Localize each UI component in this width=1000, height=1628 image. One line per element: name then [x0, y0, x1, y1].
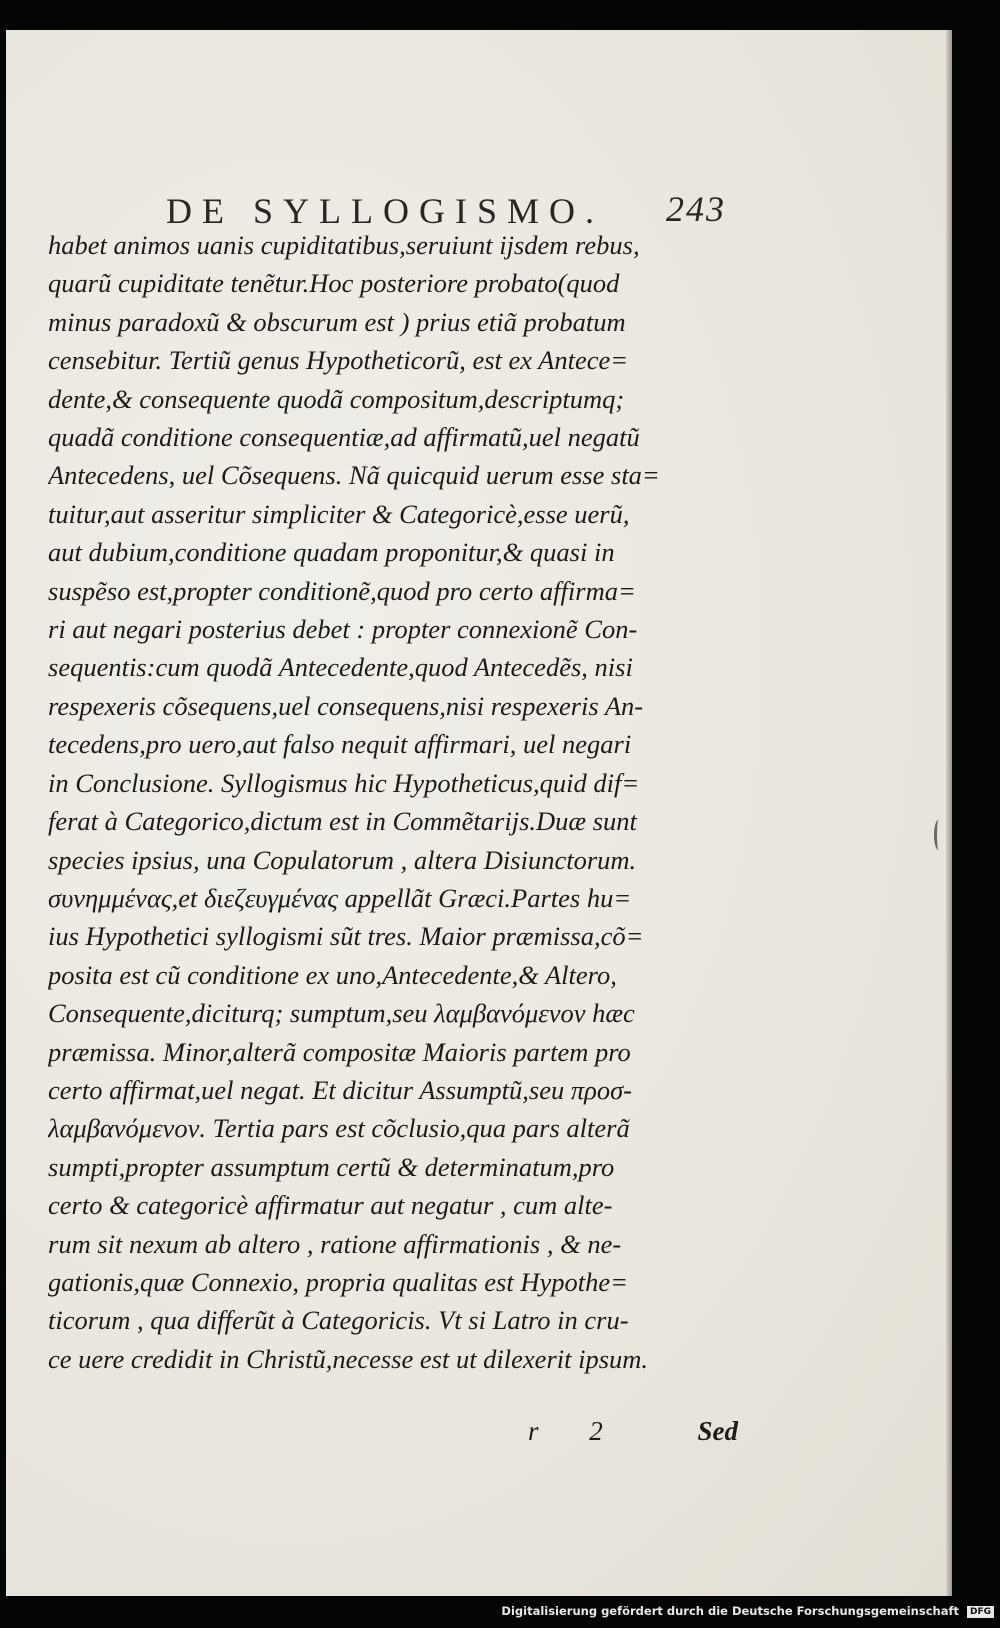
- text-line: species ipsius, una Copulatorum , altera Disiunctorum.: [48, 844, 637, 875]
- text-line: dente,& consequente quodã compositum,descriptumq;: [48, 383, 625, 414]
- catchword: Sed: [697, 1416, 738, 1446]
- dfg-logo: DFG: [967, 1606, 994, 1618]
- text-line: sequentis:cum quodã Antecedente,quod Antecedẽs, nisi: [48, 652, 633, 683]
- page-number: 243: [666, 189, 726, 229]
- book-page: [6, 30, 950, 1596]
- text-line: minus paradoxũ & obscurum est ) prius etiã probatum: [48, 306, 626, 337]
- text-line: respexeris cõsequens,uel consequens,nisi respexeris An-: [48, 690, 644, 721]
- digitization-credit: [0, 1604, 994, 1624]
- text-line: censebitur. Tertiũ genus Hypotheticorũ, est ex Antece=: [48, 345, 629, 376]
- running-title: DE SYLLOGISMO.: [166, 191, 605, 231]
- text-line: tuitur,aut asseritur simpliciter & Categoricè,esse uerũ,: [48, 498, 630, 529]
- signature-mark: r 2: [528, 1416, 625, 1446]
- text-line: ce uere credidit in Christũ,necesse est ut dilexerit ipsum.: [48, 1343, 649, 1374]
- text-line: quarũ cupiditate tenẽtur.Hoc posteriore probato(quod: [48, 268, 620, 299]
- text-line: ri aut negari posterius debet : propter connexionẽ Con-: [48, 614, 638, 645]
- text-line: ius Hypothetici syllogismi sũt tres. Maior præmissa,cõ=: [48, 921, 644, 952]
- text-line: ticorum , qua differũt à Categoricis. Vt si Latro in cru-: [48, 1305, 629, 1336]
- text-line: συνημμένας,et διεζευγμένας appellãt Græci.Partes hu=: [48, 882, 632, 913]
- text-line: sumpti,propter assumptum certũ & determinatum,pro: [48, 1151, 615, 1182]
- text-line: certo affirmat,uel negat. Et dicitur Assumptũ,seu προσ-: [48, 1074, 632, 1105]
- text-line: habet animos uanis cupiditatibus,seruiunt ijsdem rebus,: [48, 230, 640, 260]
- text-line: ferat à Categorico,dictum est in Commẽtarijs.Duæ sunt: [48, 806, 637, 837]
- text-line: quadã conditione consequentiæ,ad affirmatũ,uel negatũ: [48, 422, 640, 453]
- text-line: posita est cũ conditione ex uno,Antecedente,& Altero,: [48, 959, 617, 990]
- text-line: gationis,quæ Connexio, propria qualitas est Hypothe=: [48, 1266, 629, 1297]
- page-footer: [48, 1416, 738, 1456]
- margin-bracket-mark: [934, 820, 943, 850]
- text-line: in Conclusione. Syllogismus hic Hypotheticus,quid dif=: [48, 767, 640, 798]
- text-line: certo & categoricè affirmatur aut negatur , cum alte-: [48, 1190, 613, 1221]
- text-line: Antecedens, uel Cõsequens. Nã quicquid uerum esse sta=: [48, 460, 660, 491]
- text-line: suspẽso est,propter conditionẽ,quod pro certo affirma=: [48, 575, 636, 606]
- credit-text: Digitalisierung gefördert durch die Deutsche Forschungsgemeinschaft: [501, 1604, 959, 1618]
- text-line: tecedens,pro uero,aut falso nequit affirmari, uel negari: [48, 729, 632, 760]
- page-edge: [946, 30, 952, 1596]
- text-line: λαμβανόμενον. Tertia pars est cõclusio,qua pars alterã: [48, 1113, 630, 1144]
- body-text: [48, 226, 738, 1378]
- text-line: rum sit nexum ab altero , ratione affirmationis , & ne-: [48, 1228, 622, 1259]
- text-line: præmissa. Minor,alterã compositæ Maioris partem pro: [48, 1036, 631, 1067]
- text-line: aut dubium,conditione quadam proponitur,& quasi in: [48, 537, 615, 568]
- text-line: Consequente,diciturq; sumptum,seu λαμβανόμενον hæc: [48, 998, 635, 1029]
